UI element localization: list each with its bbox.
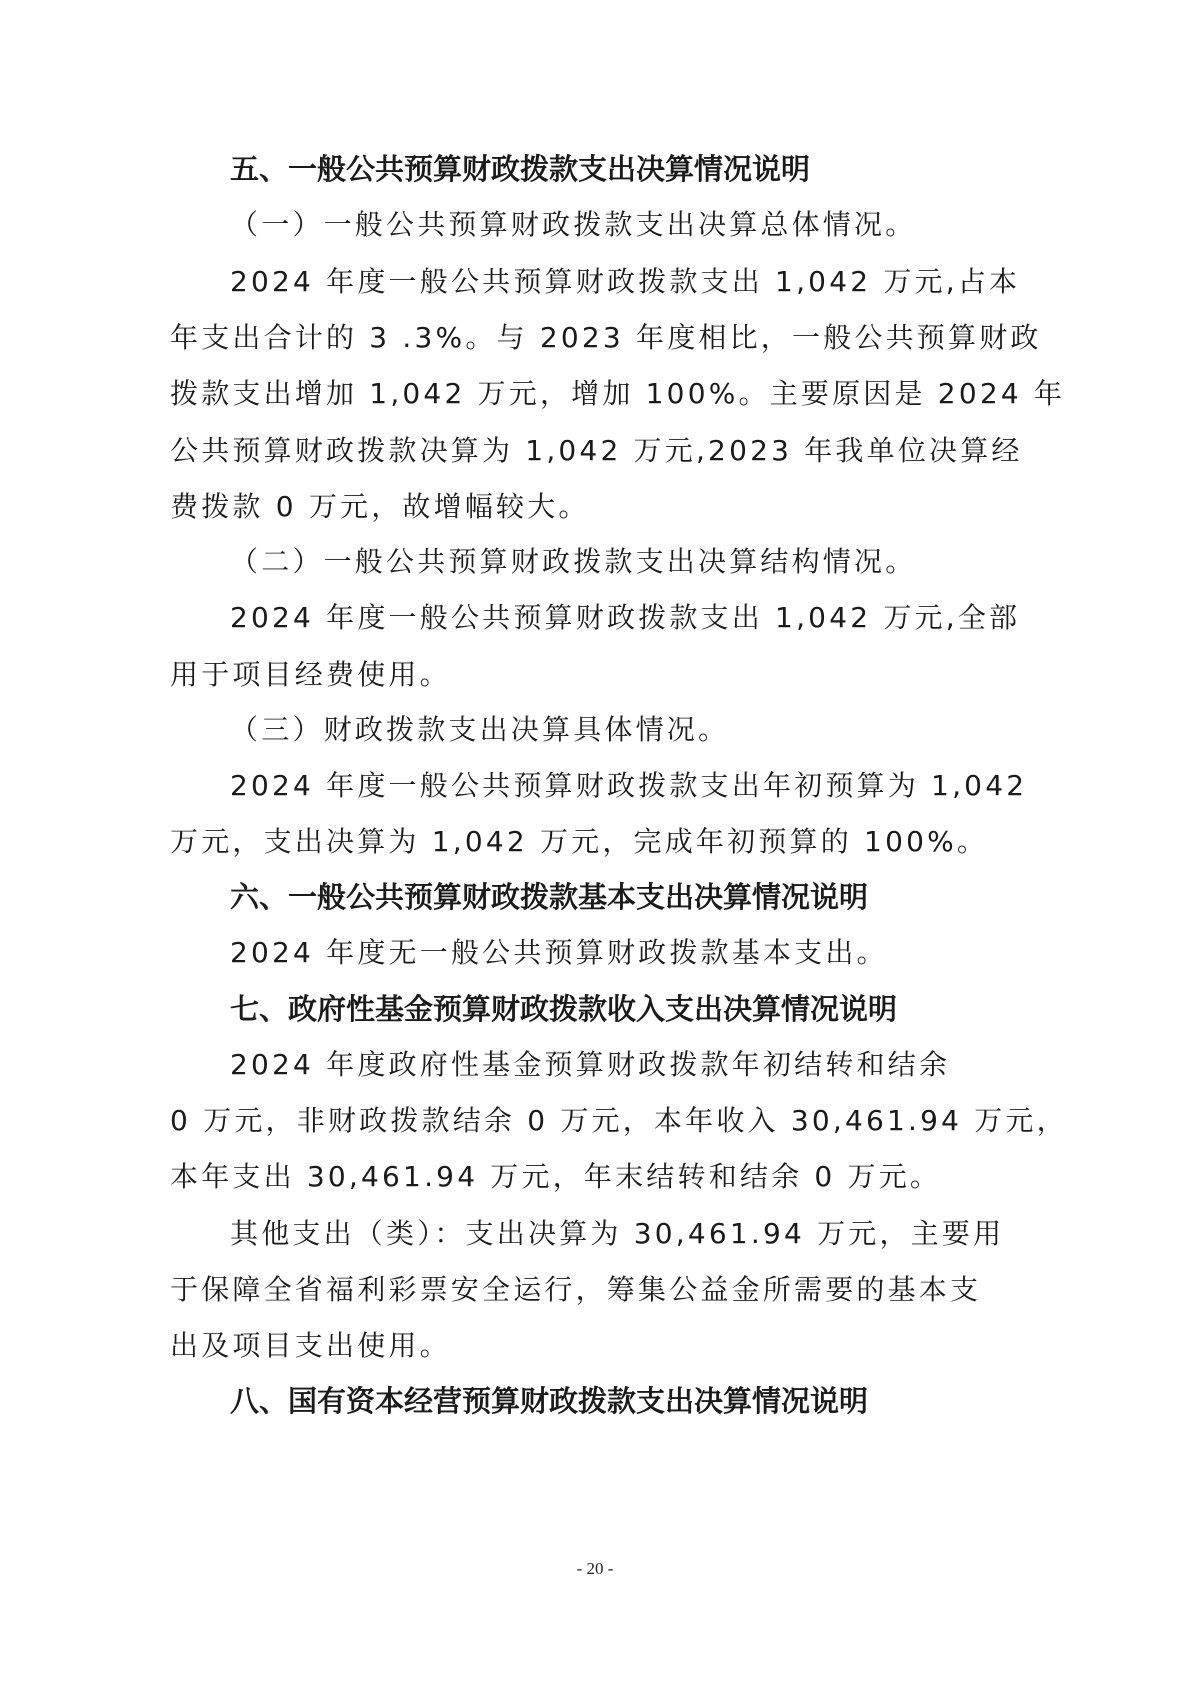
section-7-heading: 七、政府性基金预算财政拨款收入支出决算情况说明 (230, 992, 898, 1026)
paragraph-line: 2024 年度无一般公共预算财政拨款基本支出。 (230, 936, 888, 969)
paragraph-line: 用于项目经费使用。 (170, 658, 451, 691)
section-5-2-heading: （二）一般公共预算财政拨款支出决算结构情况。 (230, 545, 917, 578)
paragraph-line: 本年支出 30,461.94 万元，年末结转和结余 0 万元。 (170, 1160, 942, 1193)
paragraph-line: 于保障全省福利彩票安全运行，筹集公益金所需要的基本支 (170, 1273, 982, 1306)
section-5-heading: 五、一般公共预算财政拨款支出决算情况说明 (230, 152, 811, 186)
paragraph-line: 其他支出（类）：支出决算为 30,461.94 万元，主要用 (230, 1217, 1005, 1250)
paragraph-line: 出及项目支出使用。 (170, 1329, 451, 1362)
section-8-heading: 八、国有资本经营预算财政拨款支出决算情况说明 (230, 1384, 869, 1418)
section-5-1-heading: （一）一般公共预算财政拨款支出决算总体情况。 (230, 208, 917, 241)
paragraph-line: 费拨款 0 万元，故增幅较大。 (170, 490, 590, 523)
paragraph-line: 0 万元，非财政拨款结余 0 万元，本年收入 30,461.94 万元， (170, 1104, 1068, 1137)
paragraph-line: 2024 年度政府性基金预算财政拨款年初结转和结余 (230, 1048, 951, 1081)
paragraph-line: 年支出合计的 3 .3%。与 2023 年度相比，一般公共预算财政 (170, 321, 1042, 354)
paragraph-line: 2024 年度一般公共预算财政拨款支出 1,042 万元,占本 (230, 265, 1021, 298)
paragraph-line: 万元，支出决算为 1,042 万元，完成年初预算的 100%。 (170, 825, 989, 858)
paragraph-line: 公共预算财政拨款决算为 1,042 万元,2023 年我单位决算经 (170, 434, 1023, 467)
paragraph-line: 拨款支出增加 1,042 万元，增加 100%。主要原因是 2024 年 (170, 377, 1066, 410)
page-number: - 20 - (576, 1559, 614, 1578)
section-5-3-heading: （三）财政拨款支出决算具体情况。 (230, 713, 730, 746)
paragraph-line: 2024 年度一般公共预算财政拨款支出 1,042 万元,全部 (230, 601, 1021, 634)
section-6-heading: 六、一般公共预算财政拨款基本支出决算情况说明 (230, 880, 869, 914)
paragraph-line: 2024 年度一般公共预算财政拨款支出年初预算为 1,042 (230, 769, 1028, 802)
